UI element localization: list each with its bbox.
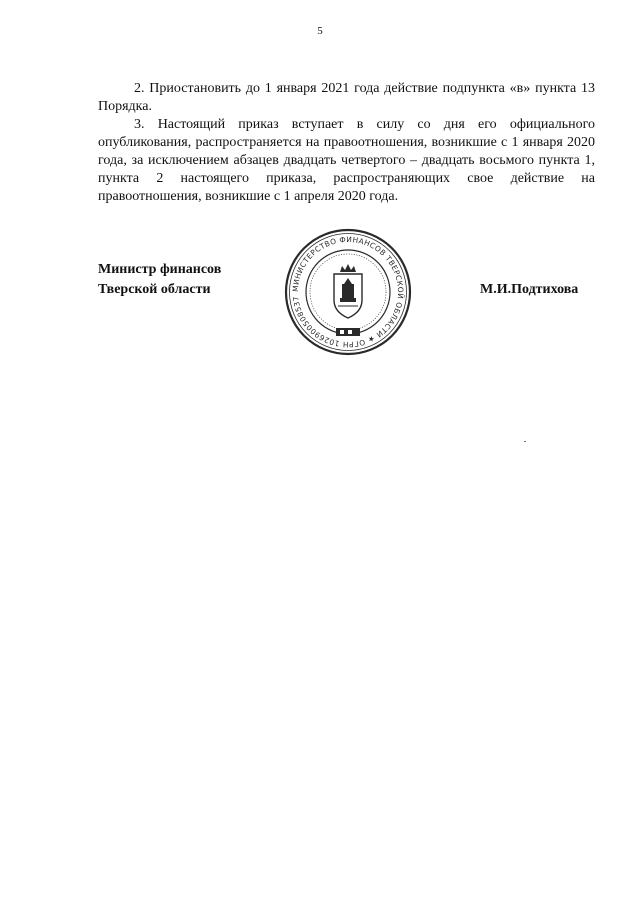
paragraph-3: 3. Настоящий приказ вступает в силу со дня его официального опубликования, распространяется на правоотношения, возникшие с 1 января 2020 года, за исключением абзацев двадцать четвертого – двадцать восьмого пункта 1, пункта 2 настоящего приказа, распространяющих свое действие на правоотношения, возникшие с 1 апреля 2020 года. xyxy=(98,117,595,204)
signatory-title-line-2: Тверской области xyxy=(98,282,211,297)
paragraph-2: 2. Приостановить до 1 января 2021 года действие подпункта «в» пункта 13 Порядка. xyxy=(98,81,595,114)
scan-speck xyxy=(524,441,526,442)
signatory-title-line-1: Министр финансов xyxy=(98,262,222,277)
signatory-title xyxy=(98,260,221,300)
page-number: 5 xyxy=(317,25,323,37)
seal-ring-text: МИНИСТЕРСТВО ФИНАНСОВ ТВЕРСКОЙ ОБЛАСТИ ★ ОГРН 1026900508537 xyxy=(290,234,406,350)
signatory-name: М.И.Подтихова xyxy=(480,282,579,297)
official-seal-icon xyxy=(284,228,412,356)
document-body xyxy=(98,80,595,206)
